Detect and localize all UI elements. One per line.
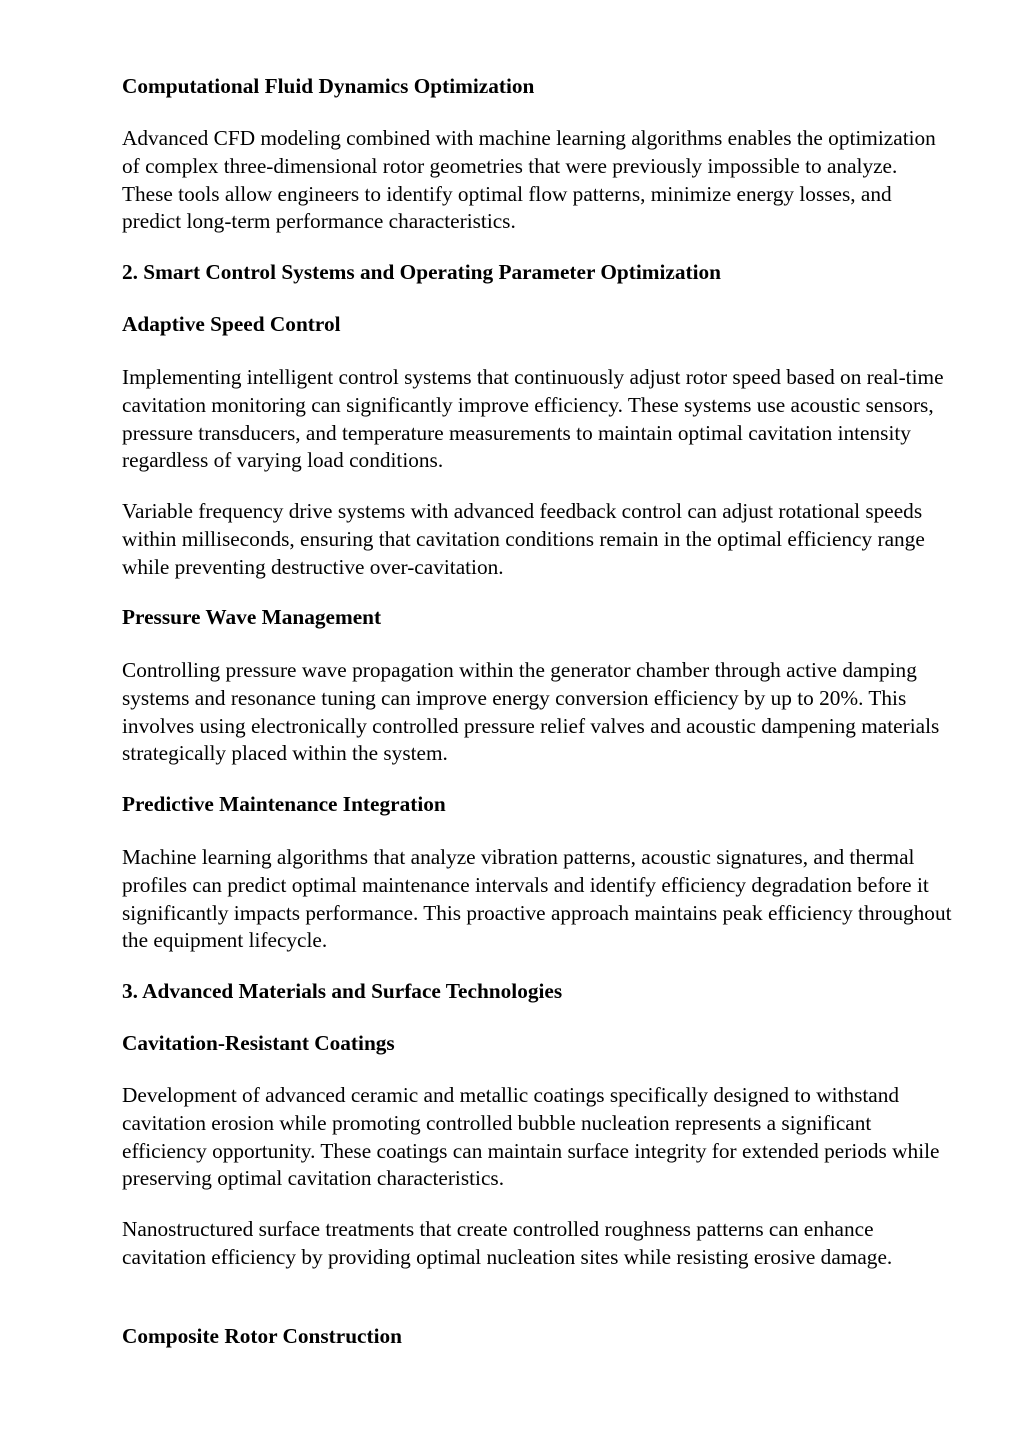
paragraph-coatings-development: Development of advanced ceramic and metallic coatings specifically designed to withstand cavitation erosion while promoting controlled bubble nucleation represents a significant efficiency opportunity. These coatings can maintain surface integrity for extended periods while preserving optimal cavitation characteristics. bbox=[122, 1083, 940, 1191]
paragraph-intelligent-control: Implementing intelligent control systems that continuously adjust rotor speed based on real-time cavitation monitoring can significantly improve efficiency. These systems use acoustic sensors, pressure transducers, and temperature measurements to maintain optimal cavitation intensity regardless of varying load conditions. bbox=[122, 365, 944, 473]
paragraph-nanostructured-surfaces: Nanostructured surface treatments that create controlled roughness patterns can enhance cavitation efficiency by providing optimal nucleation sites while resisting erosive damage. bbox=[122, 1217, 893, 1269]
heading-section-3-advanced-materials: 3. Advanced Materials and Surface Technologies bbox=[122, 979, 563, 1003]
heading-pressure-wave-management: Pressure Wave Management bbox=[122, 605, 382, 629]
heading-cavitation-resistant-coatings: Cavitation-Resistant Coatings bbox=[122, 1031, 395, 1055]
paragraph-cfd-modeling: Advanced CFD modeling combined with machine learning algorithms enables the optimization of complex three-dimensional rotor geometries that were previously impossible to analyze. These tools allow engineers to identify optimal flow patterns, minimize energy losses, and predict long-term performance characteristics. bbox=[122, 126, 936, 234]
heading-cfd-optimization: Computational Fluid Dynamics Optimization bbox=[122, 74, 535, 98]
paragraph-variable-frequency-drive: Variable frequency drive systems with advanced feedback control can adjust rotational speeds within milliseconds, ensuring that cavitation conditions remain in the optimal efficiency range while preventing destructive over-cavitation. bbox=[122, 499, 925, 579]
paragraph-pressure-wave: Controlling pressure wave propagation within the generator chamber through active damping systems and resonance tuning can improve energy conversion efficiency by up to 20%. This involves using electronically controlled pressure relief valves and acoustic dampening materials strategically placed within the system. bbox=[122, 658, 940, 766]
heading-adaptive-speed-control: Adaptive Speed Control bbox=[122, 312, 341, 336]
heading-predictive-maintenance: Predictive Maintenance Integration bbox=[122, 792, 446, 816]
heading-section-2-smart-control: 2. Smart Control Systems and Operating Parameter Optimization bbox=[122, 260, 722, 284]
paragraph-machine-learning: Machine learning algorithms that analyze vibration patterns, acoustic signatures, and thermal profiles can predict optimal maintenance intervals and identify efficiency degradation before it significantly impacts performance. This proactive approach maintains peak efficiency throughout the equipment lifecycle. bbox=[122, 845, 952, 953]
heading-composite-rotor-construction: Composite Rotor Construction bbox=[122, 1324, 402, 1348]
